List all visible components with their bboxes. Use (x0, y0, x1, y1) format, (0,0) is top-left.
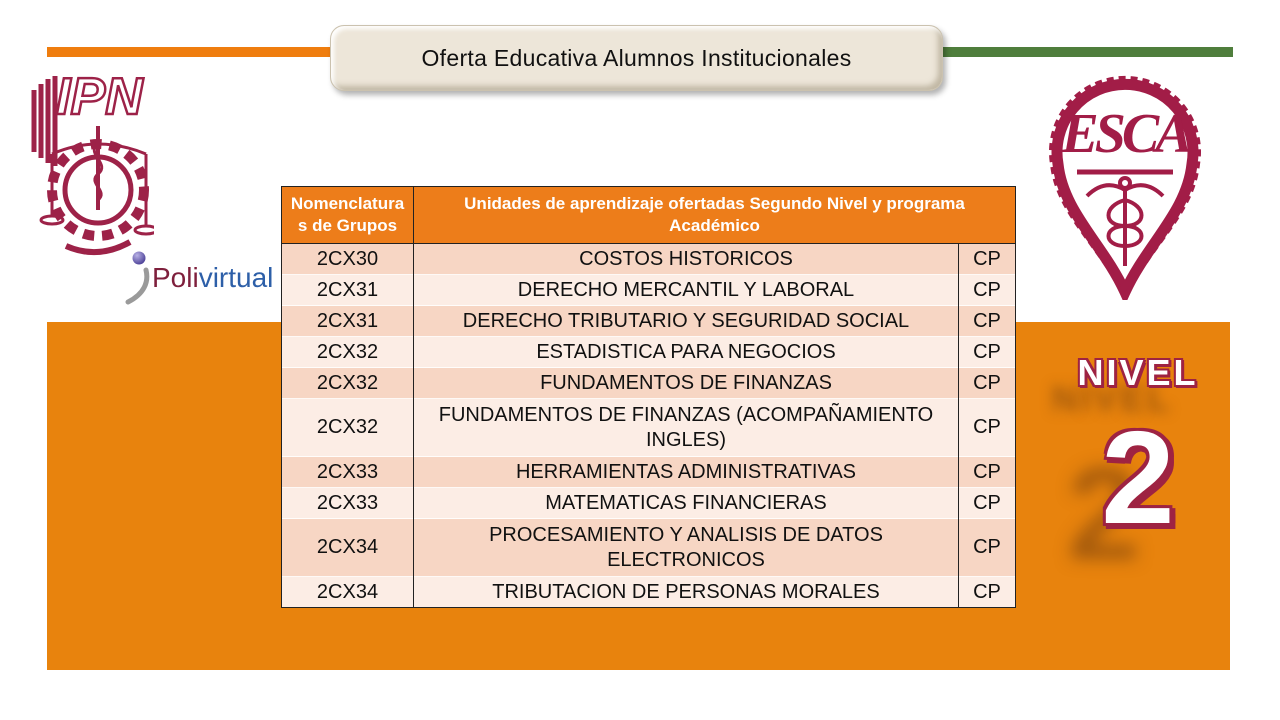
course-name: HERRAMIENTAS ADMINISTRATIVAS (414, 457, 959, 488)
table-row (282, 399, 1016, 457)
level-number: 2 (1101, 404, 1175, 551)
program: CP (959, 275, 1016, 306)
top-green-bar (941, 47, 1233, 57)
table-row (282, 457, 1016, 488)
esca-logo (1041, 68, 1209, 305)
table-row (282, 244, 1016, 275)
course-name: DERECHO TRIBUTARIO Y SEGURIDAD SOCIAL (414, 306, 959, 337)
program: CP (959, 399, 1016, 457)
table-row (282, 368, 1016, 399)
esca-logo-icon (1041, 68, 1209, 300)
ipn-logo (26, 58, 154, 273)
table-row (282, 275, 1016, 306)
ipn-letters: IPN (56, 68, 143, 126)
polivirtual-poli-text: Poli (152, 262, 199, 293)
group-code: 2CX34 (282, 577, 414, 608)
table-row (282, 577, 1016, 608)
polivirtual-logo (122, 250, 273, 306)
top-orange-bar (47, 47, 330, 57)
program: CP (959, 244, 1016, 275)
course-name: COSTOS HISTORICOS (414, 244, 959, 275)
program: CP (959, 577, 1016, 608)
group-code: 2CX31 (282, 306, 414, 337)
program: CP (959, 368, 1016, 399)
course-name: ESTADISTICA PARA NEGOCIOS (414, 337, 959, 368)
level-badge (1048, 352, 1228, 551)
group-code: 2CX33 (282, 457, 414, 488)
course-name: FUNDAMENTOS DE FINANZAS (ACOMPAÑAMIENTO INGLES) (414, 399, 959, 457)
course-offer-table (281, 186, 1016, 608)
group-code: 2CX32 (282, 337, 414, 368)
group-code: 2CX31 (282, 275, 414, 306)
group-code: 2CX34 (282, 519, 414, 577)
table-row (282, 519, 1016, 577)
group-code: 2CX32 (282, 399, 414, 457)
table-row (282, 488, 1016, 519)
course-name: FUNDAMENTOS DE FINANZAS (414, 368, 959, 399)
table-header-row (282, 187, 1016, 244)
program: CP (959, 306, 1016, 337)
group-code: 2CX30 (282, 244, 414, 275)
ipn-logo-icon (26, 58, 154, 268)
course-name: TRIBUTACION DE PERSONAS MORALES (414, 577, 959, 608)
polivirtual-virtual-text: virtual (198, 262, 274, 293)
program: CP (959, 519, 1016, 577)
program: CP (959, 337, 1016, 368)
esca-letters: ESCA (1061, 103, 1189, 165)
level-label: NIVEL (1077, 352, 1199, 393)
polivirtual-swoosh-icon (122, 250, 152, 306)
program: CP (959, 488, 1016, 519)
header-unidades: Unidades de aprendizaje ofertadas Segundo Nivel y programa Académico (414, 187, 1016, 244)
table-row (282, 306, 1016, 337)
page-title: Oferta Educativa Alumnos Institucionales (421, 44, 852, 71)
group-code: 2CX32 (282, 368, 414, 399)
table-row (282, 337, 1016, 368)
group-code: 2CX33 (282, 488, 414, 519)
title-banner (330, 25, 943, 91)
course-name: MATEMATICAS FINANCIERAS (414, 488, 959, 519)
course-name: PROCESAMIENTO Y ANALISIS DE DATOS ELECTRONICOS (414, 519, 959, 577)
program: CP (959, 457, 1016, 488)
header-nomenclaturas: Nomenclaturas de Grupos (282, 187, 414, 244)
course-name: DERECHO MERCANTIL Y LABORAL (414, 275, 959, 306)
